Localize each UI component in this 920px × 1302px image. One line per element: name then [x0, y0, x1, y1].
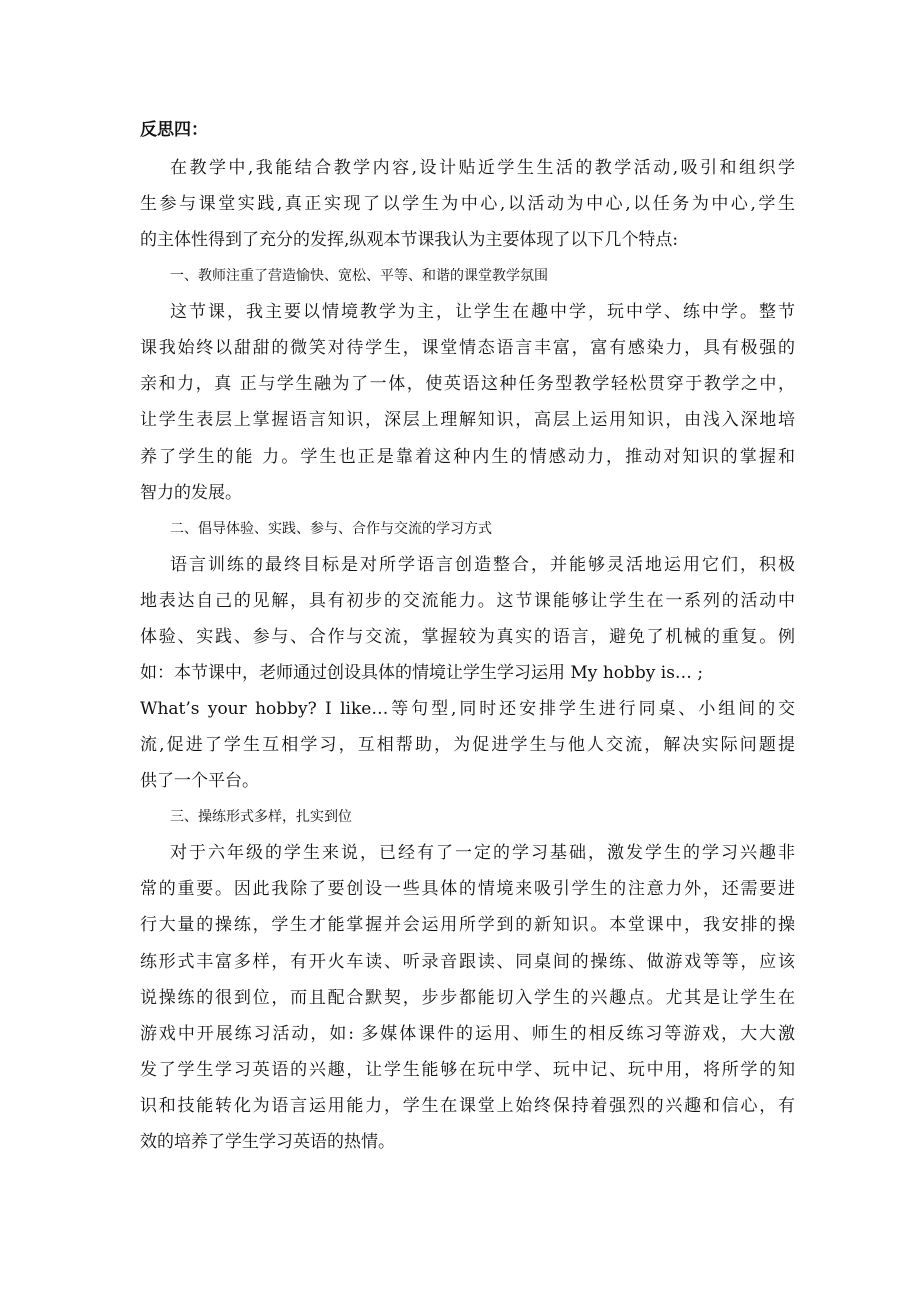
text-line: 的主体性得到了充分的发挥,纵观本节课我认为主要体现了以下几个特点: [140, 230, 679, 251]
text-line: 练形式丰富多样，有开火车读、听录音跟读、同桌间的操练、做游戏等等，应该 [140, 951, 795, 972]
text-line: 语言训练的最终目标是对所学语言创造整合，并能够灵活地运用它们，积极 [170, 554, 795, 575]
text-line: 对于六年级的学生来说，已经有了一定的学习基础，激发学生的学习兴趣非 [170, 843, 795, 864]
document-title: 反思四： [140, 120, 208, 140]
text-line: 说操练的很到位，而且配合默契，步步都能切入学生的兴趣点。尤其是让学生在 [140, 987, 795, 1008]
text-line: 供了一个平台。 [140, 771, 259, 792]
text-line: 这节课，我主要以情境教学为主，让学生在趣中学，玩中学、练中学。整节 [170, 302, 795, 323]
text-line: 常的重要。因此我除了要创设一些具体的情境来吸引学生的注意力外，还需要进 [140, 879, 795, 900]
text-line: 发了学生学习英语的兴趣，让学生能够在玩中学、玩中记、玩中用，将所学的知 [140, 1059, 795, 1080]
section-heading: 三、操练形式多样，扎实到位 [170, 809, 352, 826]
text-line: 生参与课堂实践,真正实现了以学生为中心,以活动为中心,以任务为中心,学生 [140, 194, 795, 215]
text-line: 在教学中,我能结合教学内容,设计贴近学生生活的教学活动,吸引和组织学 [170, 158, 795, 178]
text-line: 如：本节课中，老师通过创设具体的情境让学生学习运用 My hobby is… ; [140, 662, 704, 683]
text-line: 让学生表层上掌握语言知识，深层上理解知识，高层上运用知识，由浅入深地培 [140, 410, 795, 431]
section-heading: 一、教师注重了营造愉快、宽松、平等、和谐的课堂教学氛围 [170, 268, 548, 285]
text-line: 智力的发展。 [140, 482, 242, 503]
text-line: 行大量的操练，学生才能掌握并会运用所学到的新知识。本堂课中，我安排的操 [140, 915, 795, 936]
text-line: 地表达自己的见解，具有初步的交流能力。这节课能够让学生在一系列的活动中 [140, 590, 795, 611]
text-line: 课我始终以甜甜的微笑对待学生，课堂情态语言丰富，富有感染力，具有极强的 [140, 338, 795, 359]
text-line: 识和技能转化为语言运用能力，学生在课堂上始终保持着强烈的兴趣和信心，有 [140, 1095, 795, 1116]
text-line: 养了学生的能 力。学生也正是靠着这种内生的情感动力，推动对知识的掌握和 [140, 446, 795, 467]
text-line: 效的培养了学生学习英语的热情。 [140, 1131, 395, 1152]
text-line: 体验、实践、参与、合作与交流，掌握较为真实的语言，避免了机械的重复。例 [140, 626, 795, 647]
text-line: 流,促进了学生互相学习，互相帮助，为促进学生与他人交流，解决实际问题提 [140, 735, 795, 756]
text-line: 游戏中开展练习活动，如: 多媒体课件的运用、师生的相反练习等游戏，大大激 [140, 1023, 795, 1044]
text-line: What’s your hobby? I like…等句型,同时还安排学生进行同桌、小组间的交 [140, 699, 795, 720]
text-line: 亲和力，真 正与学生融为了一体，使英语这种任务型教学轻松贯穿于教学之中， [140, 374, 795, 395]
section-heading: 二、倡导体验、实践、参与、合作与交流的学习方式 [170, 520, 492, 537]
